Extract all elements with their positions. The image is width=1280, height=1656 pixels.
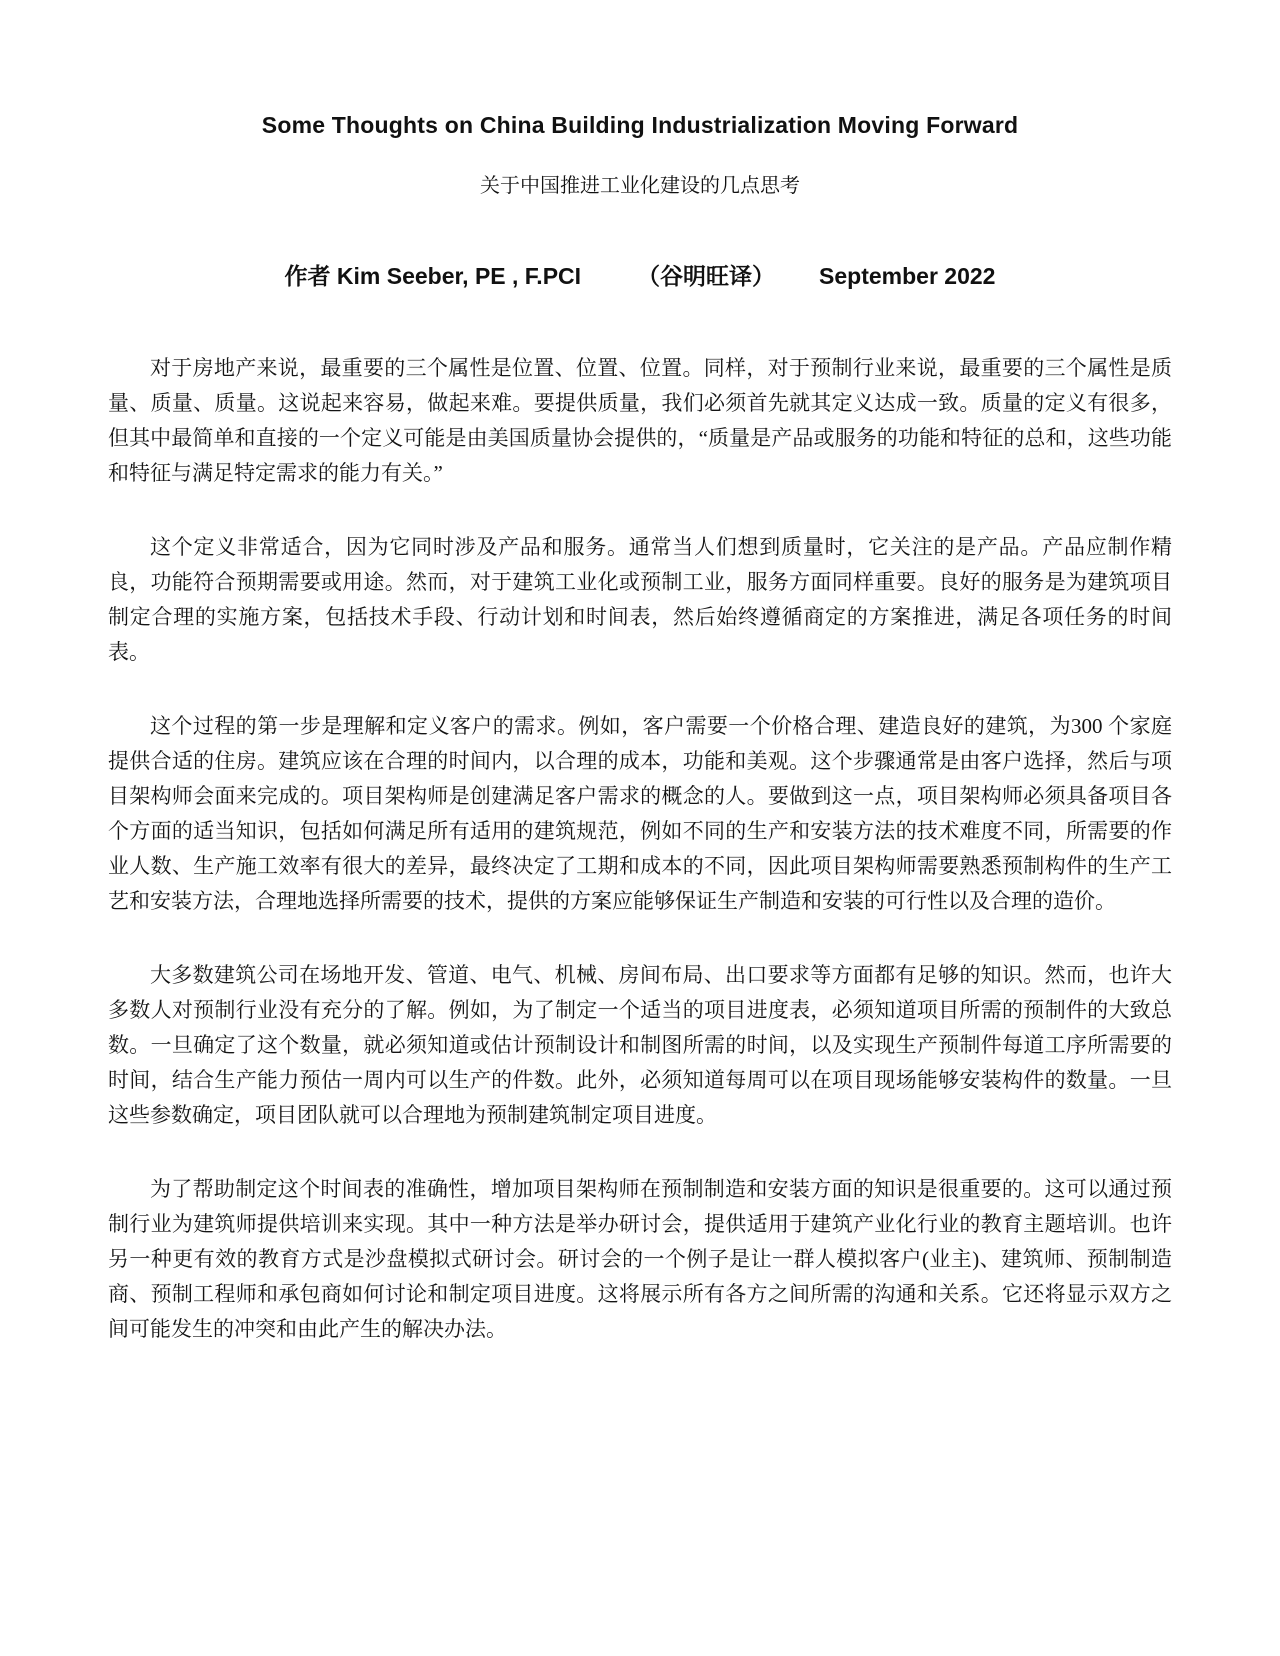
paragraph-quality-definition: 对于房地产来说，最重要的三个属性是位置、位置、位置。同样，对于预制行业来说，最重要的三个属性是质量、质量、质量。这说起来容易，做起来难。要提供质量，我们必须首先就其定义达成一致。质量的定义有很多，但其中最简单和直接的一个定义可能是由美国质量协会提供的，“质量是产品或服务的功能和特征的总和，这些功能和特征与满足特定需求的能力有关。” bbox=[108, 356, 1172, 485]
paragraph-customer-needs: 这个过程的第一步是理解和定义客户的需求。例如，客户需要一个价格合理、建造良好的建筑，为300 个家庭提供合适的住房。建筑应该在合理的时间内，以合理的成本，功能和美观。这个步骤通常是由客户选择，然后与项目架构师会面来完成的。项目架构师是创建满足客户需求的概念的人。要做到这一点，项目架构师必须具备项目各个方面的适当知识，包括如何满足所有适用的建筑规范，例如不同的生产和安装方法的技术难度不同，所需要的作业人数、生产施工效率有很大的差异，最终决定了工期和成本的不同，因此项目架构师需要熟悉预制构件的生产工艺和安装方法，合理地选择所需要的技术，提供的方案应能够保证生产制造和安装的可行性以及合理的造价。 bbox=[108, 714, 1172, 913]
paragraph-product-and-service: 这个定义非常适合，因为它同时涉及产品和服务。通常当人们想到质量时，它关注的是产品。产品应制作精良，功能符合预期需要或用途。然而，对于建筑工业化或预制工业，服务方面同样重要。良好的服务是为建筑项目制定合理的实施方案，包括技术手段、行动计划和时间表，然后始终遵循商定的方案推进，满足各项任务的时间表。 bbox=[108, 535, 1172, 664]
document-title-english: Some Thoughts on China Building Industrialization Moving Forward bbox=[261, 112, 1019, 138]
byline bbox=[108, 258, 1172, 291]
document-title-chinese: 关于中国推进工业化建设的几点思考 bbox=[480, 175, 800, 197]
paragraph-training-seminars: 为了帮助制定这个时间表的准确性，增加项目架构师在预制制造和安装方面的知识是很重要的。这可以通过预制行业为建筑师提供培训来实现。其中一种方法是举办研讨会，提供适用于建筑产业化行业的教育主题培训。也许另一种更有效的教育方式是沙盘模拟式研讨会。研讨会的一个例子是让一群人模拟客户(业主)、建筑师、预制制造商、预制工程师和承包商如何讨论和制定项目进度。这将展示所有各方之间所需的沟通和关系。它还将显示双方之间可能发生的冲突和由此产生的解决办法。 bbox=[108, 1177, 1172, 1341]
byline-date: September 2022 bbox=[819, 263, 996, 289]
byline-author: 作者 Kim Seeber, PE , F.PCI bbox=[284, 263, 582, 289]
byline-translator: （谷明旺译） bbox=[637, 264, 776, 289]
document-body bbox=[108, 351, 1172, 1347]
paragraph-construction-knowledge: 大多数建筑公司在场地开发、管道、电气、机械、房间布局、出口要求等方面都有足够的知识。然而，也许大多数人对预制行业没有充分的了解。例如，为了制定一个适当的项目进度表，必须知道项目所需的预制件的大致总数。一旦确定了这个数量，就必须知道或估计预制设计和制图所需的时间，以及实现生产预制件每道工序所需要的时间，结合生产能力预估一周内可以生产的件数。此外，必须知道每周可以在项目现场能够安装构件的数量。一旦这些参数确定，项目团队就可以合理地为预制建筑制定项目进度。 bbox=[108, 963, 1172, 1127]
